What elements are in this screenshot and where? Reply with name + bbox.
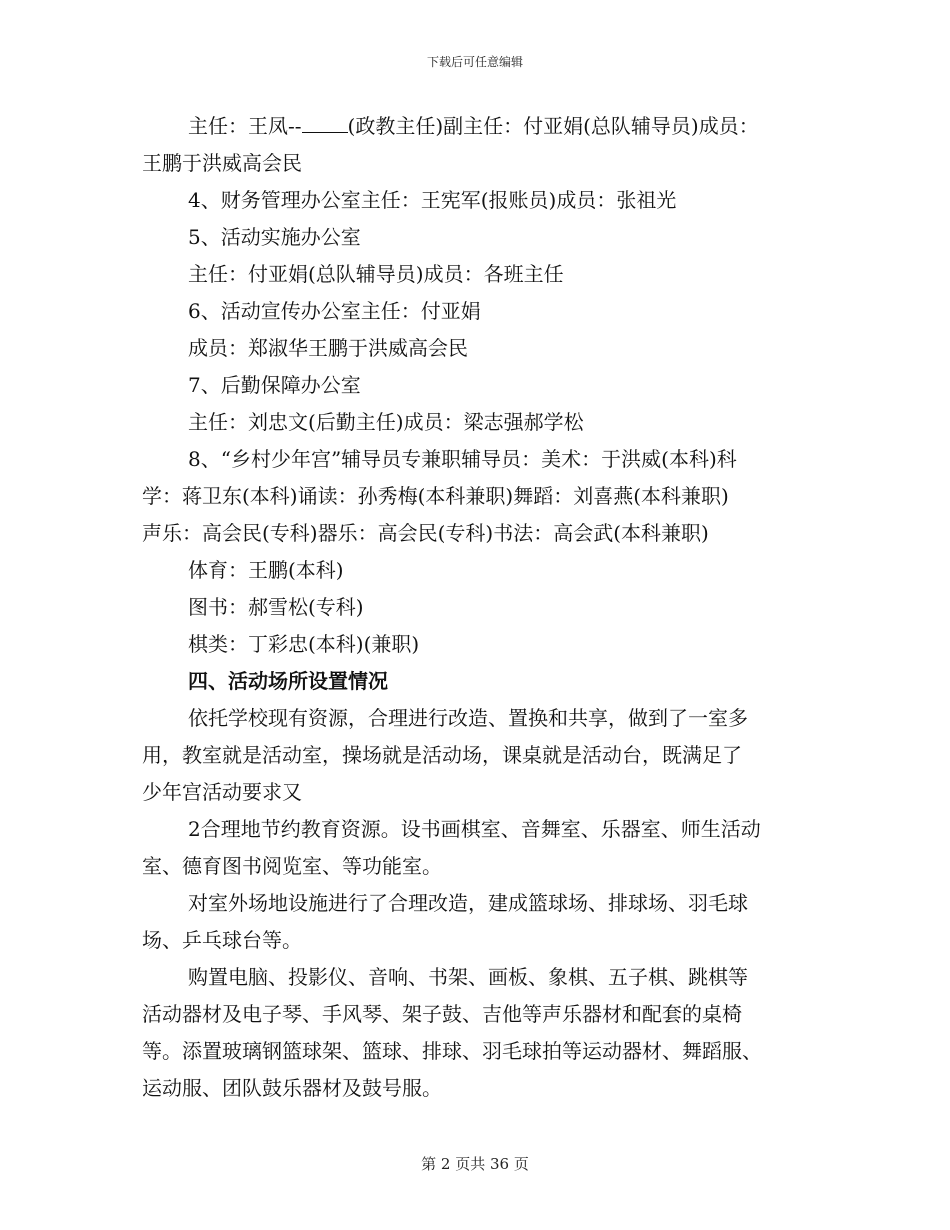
document-body (142, 108, 812, 1107)
paragraph-line: 对室外场地设施进行了合理改造，建成篮球场、排球场、羽毛球 (188, 891, 748, 915)
paragraph-line: 成员：郑淑华王鹏于洪威高会民 (188, 336, 468, 360)
paragraph-line: 等。添置玻璃钢篮球架、篮球、排球、羽毛球拍等运动器材、舞蹈服、 (142, 1039, 762, 1063)
paragraph-line: 5、活动实施办公室 (188, 225, 361, 249)
text-span: 主任：王凤-- (188, 114, 302, 138)
paragraph-line: 主任：刘忠文(后勤主任)成员：梁志强郝学松 (188, 410, 584, 434)
paragraph-line: 王鹏于洪威高会民 (142, 151, 302, 175)
paragraph-line: 声乐：高会民(专科)器乐：高会民(专科)书法：高会武(本科兼职) (142, 521, 709, 545)
paragraph-line: 6、活动宣传办公室主任：付亚娟 (188, 299, 481, 323)
paragraph-line: 2合理地节约教育资源。设书画棋室、音舞室、乐器室、师生活动 (188, 817, 761, 841)
paragraph-line: 学：蒋卫东(本科)诵读：孙秀梅(本科兼职)舞蹈：刘喜燕(本科兼职) (142, 484, 729, 508)
paragraph-line: 体育：王鹏(本科) (188, 558, 344, 582)
paragraph-line: 7、后勤保障办公室 (188, 373, 361, 397)
paragraph-line: 场、乒乓球台等。 (142, 928, 302, 952)
page-footer: 第 2 页共 36 页 (421, 1155, 529, 1173)
paragraph-line: 少年宫活动要求又 (142, 780, 302, 804)
paragraph-line: 运动服、团队鼓乐器材及鼓号服。 (142, 1076, 442, 1100)
section-heading: 四、活动场所设置情况 (188, 669, 388, 693)
paragraph-line: 4、财务管理办公室主任：王宪军(报账员)成员：张祖光 (188, 188, 677, 212)
paragraph-line: 室、德育图书阅览室、等功能室。 (142, 854, 442, 878)
paragraph-line: 用，教室就是活动室，操场就是活动场，课桌就是活动台，既满足了 (142, 743, 742, 767)
paragraph-line: 主任：付亚娟(总队辅导员)成员：各班主任 (188, 262, 564, 286)
paragraph-line: 8、“乡村少年宫”辅导员专兼职辅导员：美术：于洪威(本科)科 (188, 447, 737, 471)
paragraph-line: 棋类：丁彩忠(本科)(兼职) (188, 632, 420, 656)
paragraph-line: 依托学校现有资源，合理进行改造、置换和共享，做到了一室多 (188, 706, 748, 730)
text-span: (政教主任)副主任：付亚娟(总队辅导员)成员： (347, 114, 759, 138)
fill-in-blank (302, 118, 348, 133)
paragraph-line: 购置电脑、投影仪、音响、书架、画板、象棋、五子棋、跳棋等 (188, 965, 748, 989)
page-header: 下载后可任意编辑 (426, 55, 523, 69)
paragraph-line: 图书：郝雪松(专科) (188, 595, 364, 619)
paragraph-line (142, 108, 812, 145)
paragraph-line: 活动器材及电子琴、手风琴、架子鼓、吉他等声乐器材和配套的桌椅 (142, 1002, 742, 1026)
